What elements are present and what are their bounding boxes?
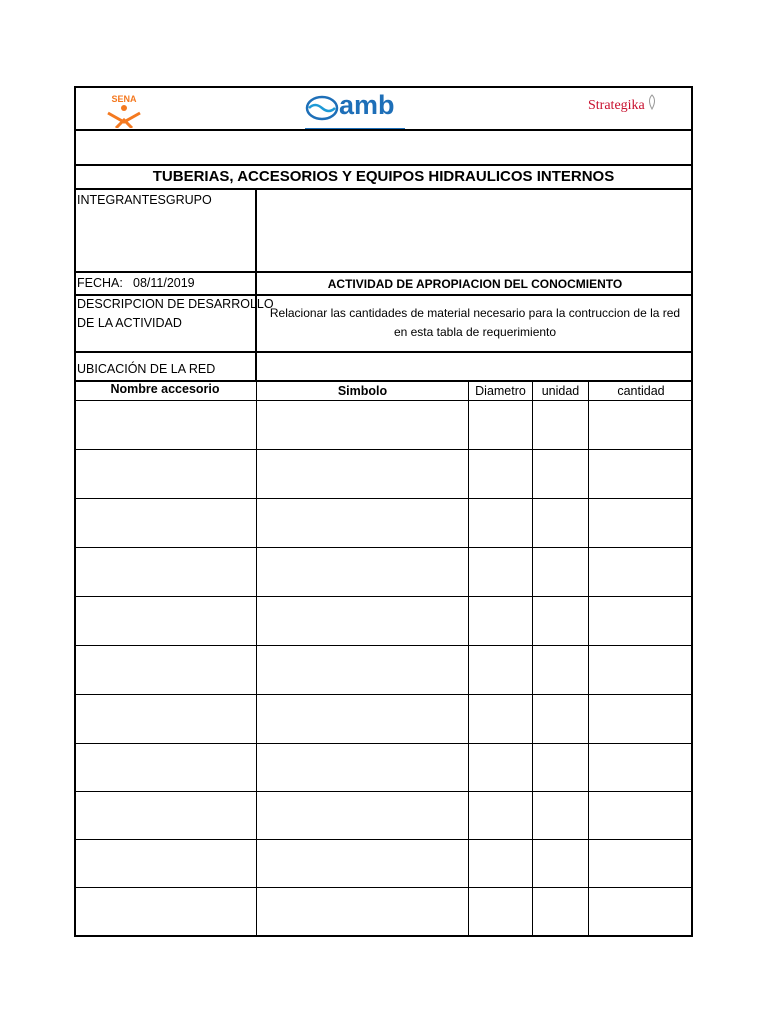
row-line-5	[74, 645, 693, 646]
row-line-4	[74, 596, 693, 597]
actividad-title: ACTIVIDAD DE APROPIACION DEL CONOCMIENTO	[327, 277, 623, 291]
row-line-9	[74, 839, 693, 840]
row-line-3	[74, 547, 693, 548]
amb-wave-icon	[305, 94, 339, 122]
ubicacion-label: UBICACIÓN DE LA RED	[77, 362, 216, 376]
integrantes-label: INTEGRANTESGRUPO	[77, 193, 212, 207]
form-frame	[74, 86, 693, 937]
col-line-3	[532, 381, 533, 937]
fecha-value: 08/11/2019	[133, 276, 195, 290]
strategika-leaf-icon	[646, 94, 658, 110]
sena-logo-text: SENA	[111, 94, 137, 104]
descripcion-label-1: DESCRIPCION DE DESARROLLO	[77, 297, 274, 311]
row-line-10	[74, 887, 693, 888]
col-line-4	[588, 381, 589, 937]
table-header-nombre: Nombre accesorio	[110, 382, 220, 396]
fecha-label: FECHA:	[77, 276, 123, 290]
page-title: TUBERIAS, ACCESORIOS Y EQUIPOS HIDRAULICOS INTERNOS	[152, 168, 615, 185]
sena-logo-icon	[104, 104, 144, 128]
descripcion-text-2: en esta tabla de requerimiento	[393, 325, 557, 339]
table-header-cantidad: cantidad	[617, 384, 665, 398]
col-line-2	[468, 381, 469, 937]
descripcion-label-2: DE LA ACTIVIDAD	[77, 316, 182, 330]
descripcion-text-1: Relacionar las cantidades de material necesario para la contruccion de la red	[269, 306, 681, 320]
col-line-1	[256, 381, 257, 937]
row-line-1	[74, 449, 693, 450]
amb-logo-text: amb	[339, 90, 395, 120]
row-line-7	[74, 743, 693, 744]
table-header-unidad: unidad	[541, 384, 580, 398]
row-line-6	[74, 694, 693, 695]
line-h-6	[74, 351, 693, 353]
table-header-simbolo: Simbolo	[337, 384, 388, 398]
line-h-1	[74, 129, 693, 131]
row-line-8	[74, 791, 693, 792]
amb-logo	[305, 92, 405, 128]
row-line-2	[74, 498, 693, 499]
sena-logo	[104, 94, 144, 128]
table-header-diametro: Diametro	[475, 384, 526, 398]
strategika-logo	[588, 96, 668, 116]
strategika-logo-text: Strategika	[588, 98, 645, 113]
